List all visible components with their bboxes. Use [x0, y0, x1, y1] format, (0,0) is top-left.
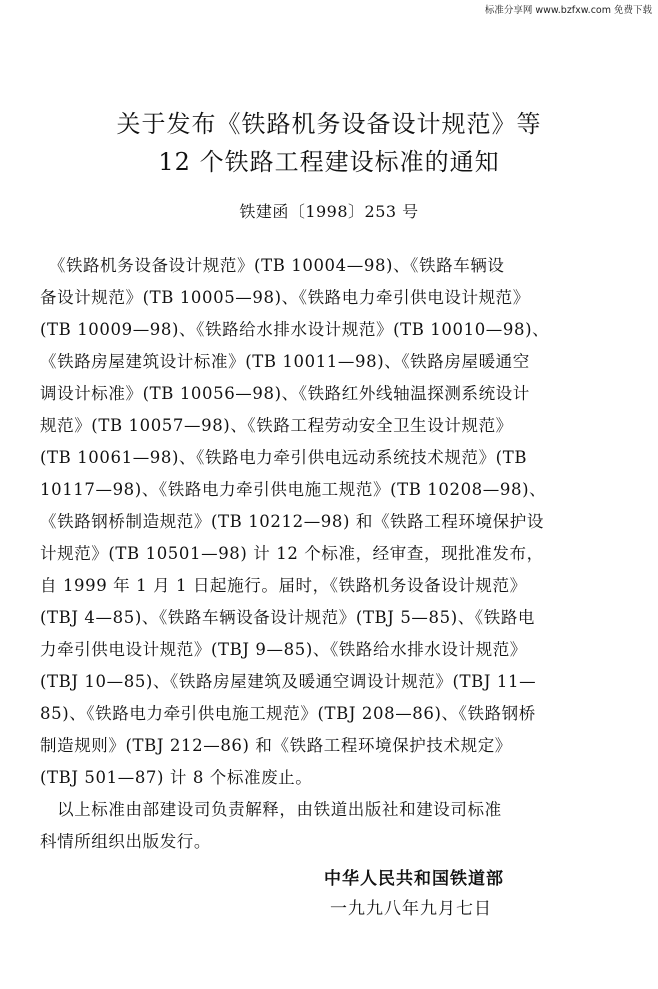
- body-line: (TBJ 501—87) 计 8 个标准废止。: [40, 768, 313, 787]
- body-line: 调设计标准》(TB 10056—98)、《铁路红外线轴温探测系统设计: [40, 384, 530, 403]
- body-line: (TBJ 10—85)、《铁路房屋建筑及暖通空调设计规范》(TBJ 11—: [40, 672, 537, 691]
- body-line: 《铁路房屋建筑设计标准》(TB 10011—98)、《铁路房屋暖通空: [40, 352, 530, 371]
- notice-title-line-2: 12 个铁路工程建设标准的通知: [158, 148, 500, 176]
- body-line: (TBJ 4—85)、《铁路车辆设备设计规范》(TBJ 5—85)、《铁路电: [40, 608, 536, 627]
- body-line: 85)、《铁路电力牵引供电施工规范》(TBJ 208—86)、《铁路钢桥: [40, 704, 536, 723]
- body-line: 《铁路钢桥制造规范》(TB 10212—98) 和《铁路工程环境保护设: [40, 512, 544, 531]
- body-line: 制造规则》(TBJ 212—86) 和《铁路工程环境保护技术规定》: [40, 736, 512, 755]
- body-line: 计规范》(TB 10501—98) 计 12 个标准，经审查，现批准发布，: [40, 544, 544, 563]
- body-line: 《铁路机务设备设计规范》(TB 10004—98)、《铁路车辆设: [40, 256, 505, 275]
- body-line: 规范》(TB 10057—98)、《铁路工程劳动安全卫生设计规范》: [40, 416, 513, 435]
- body-line: 科情所组织出版发行。: [40, 832, 211, 851]
- header-download-link[interactable]: 标准分享网 www.bzfxw.com 免费下载: [484, 5, 652, 16]
- issue-date: 一九九八年九月七日: [330, 899, 492, 919]
- body-line: (TB 10009—98)、《铁路给水排水设计规范》(TB 10010—98)、: [40, 320, 550, 339]
- body-line: (TB 10061—98)、《铁路电力牵引供电远动系统技术规范》(TB: [40, 448, 528, 467]
- body-line: 力牵引供电设计规范》(TBJ 9—85)、《铁路给水排水设计规范》: [40, 640, 527, 659]
- body-line: 自 1999 年 1 月 1 日起施行。届时，《铁路机务设备设计规范》: [40, 576, 527, 595]
- body-line: 备设计规范》(TB 10005—98)、《铁路电力牵引供电设计规范》: [40, 288, 530, 307]
- body-line: 以上标准由部建设司负责解释，由铁道出版社和建设司标准: [40, 800, 502, 819]
- issuing-authority: 中华人民共和国铁道部: [324, 869, 504, 889]
- document-number: 铁建函〔1998〕253 号: [239, 202, 419, 221]
- notice-title-line-1: 关于发布《铁路机务设备设计规范》等: [116, 110, 542, 138]
- body-line: 10117—98)、《铁路电力牵引供电施工规范》(TB 10208—98)、: [40, 480, 547, 499]
